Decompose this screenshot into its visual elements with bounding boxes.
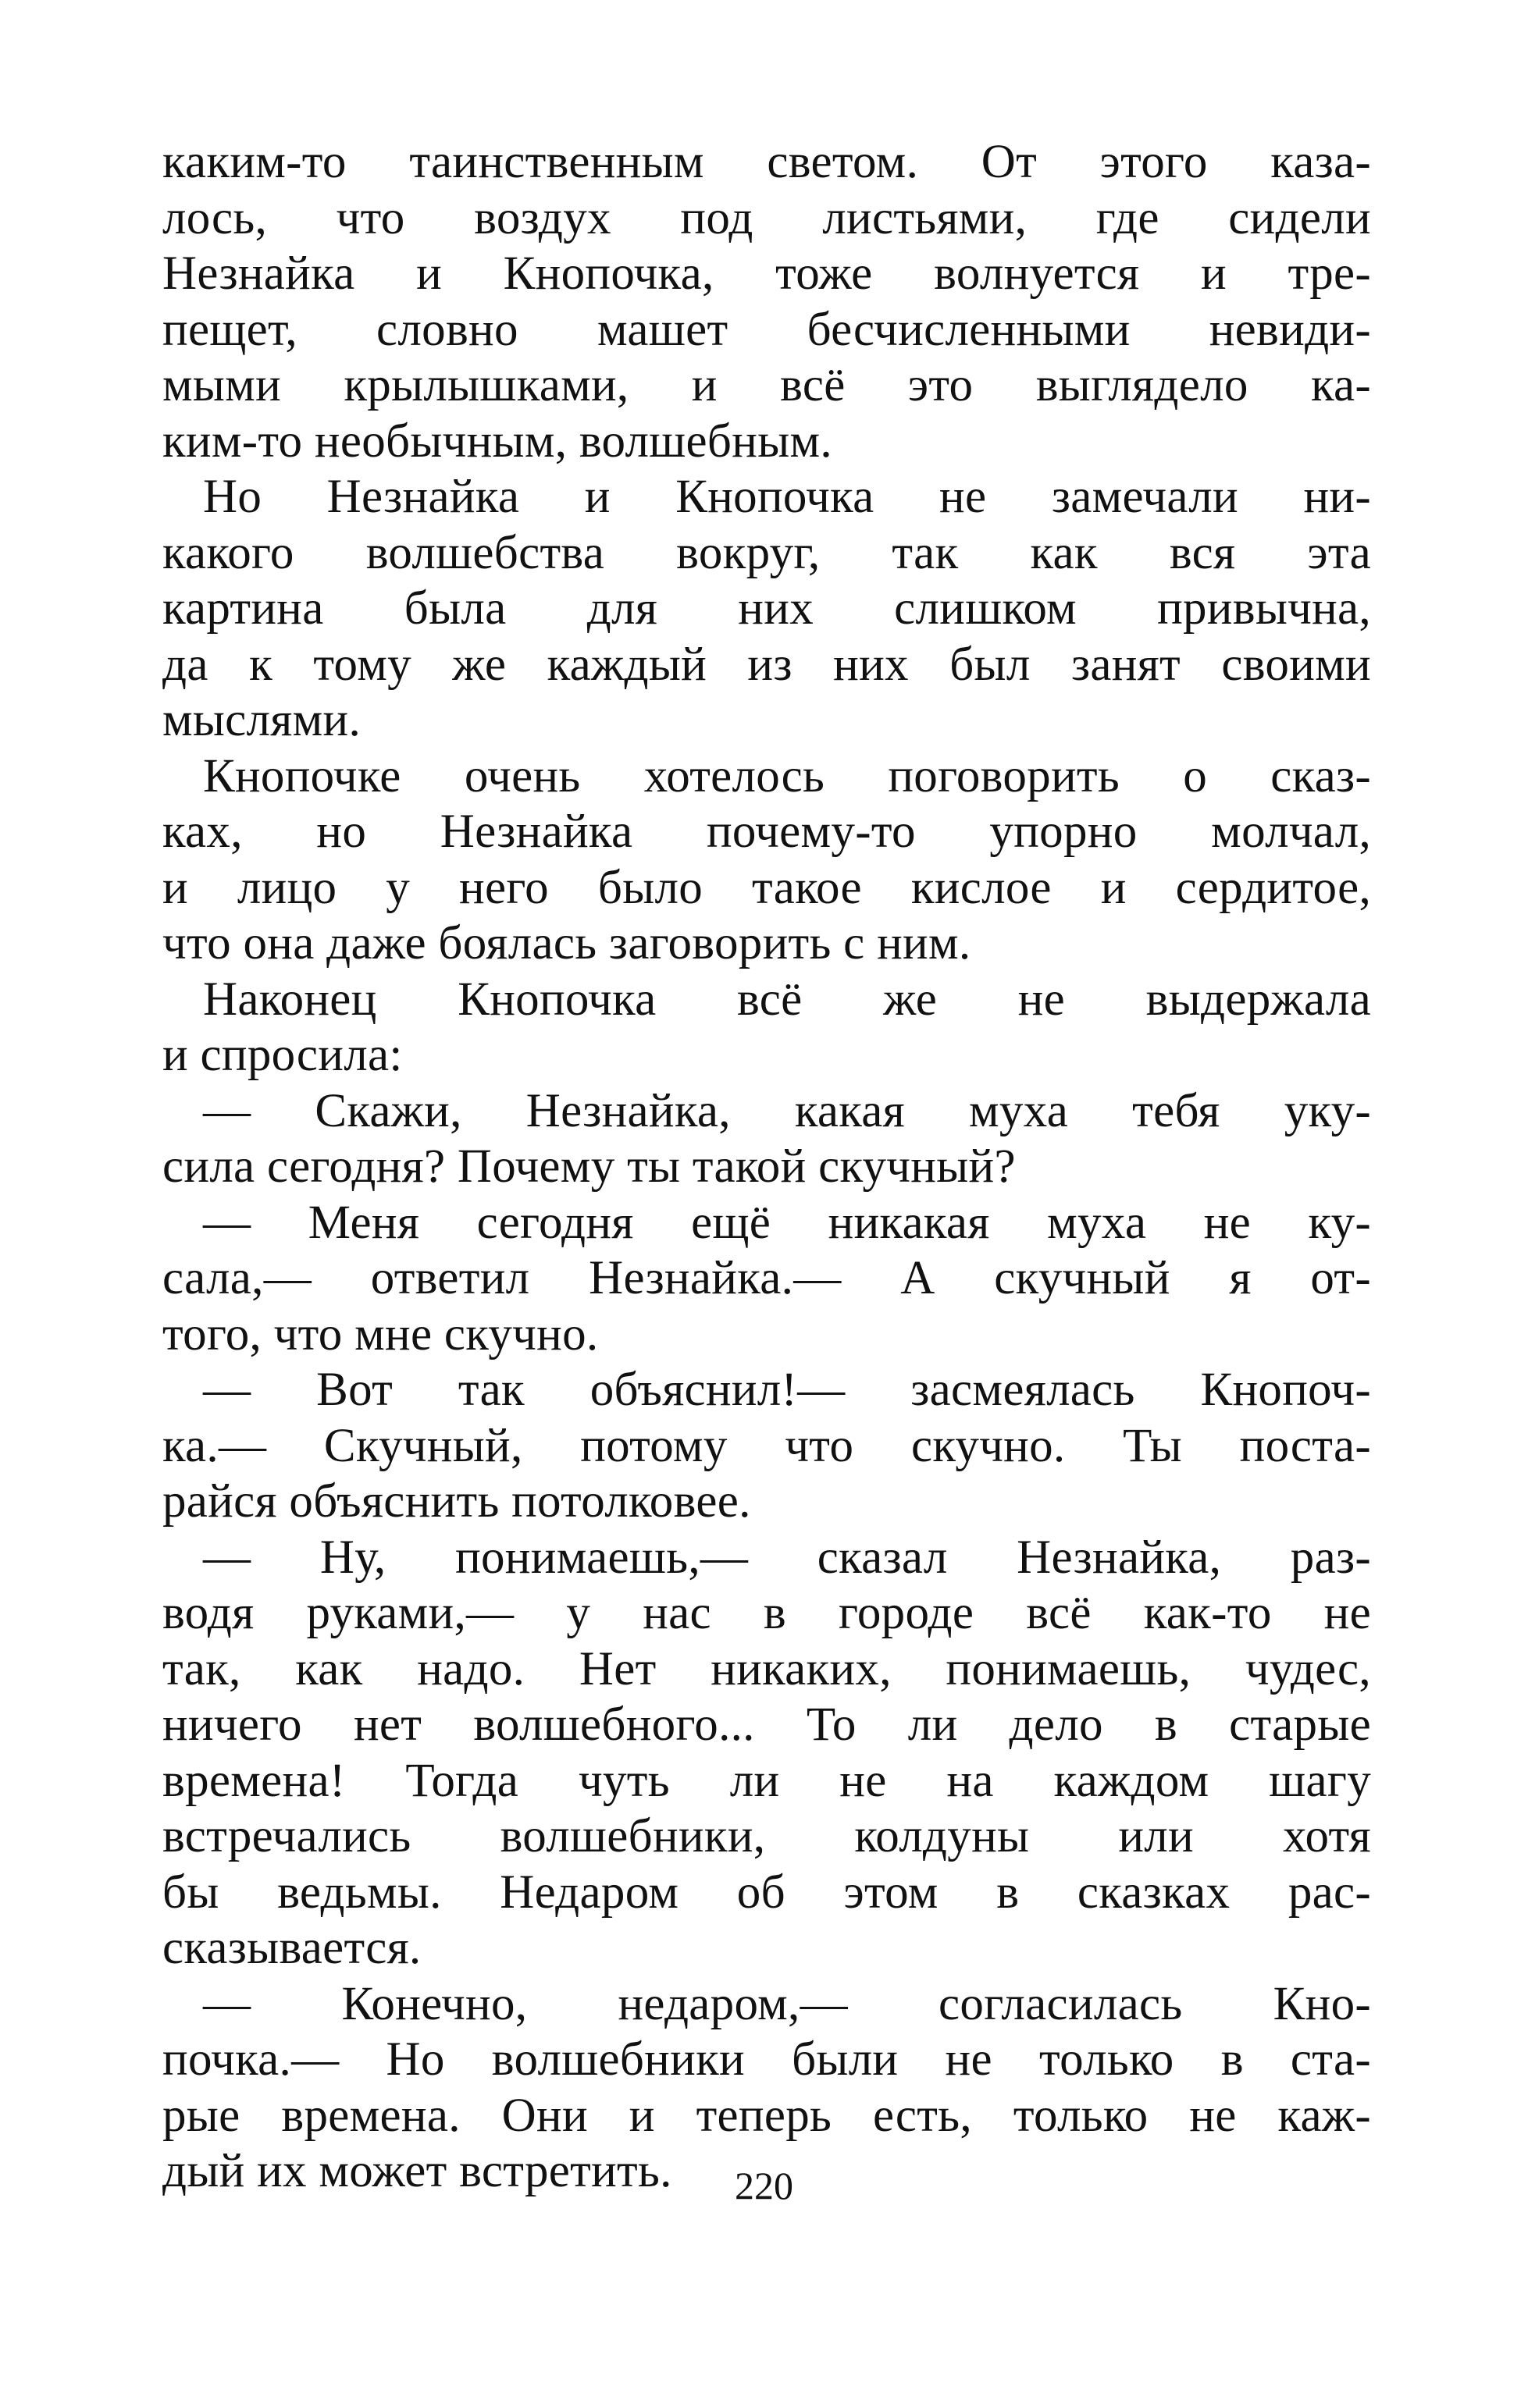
text-line: сала,— ответил Незнайка.— А скучный я от- [162,1252,1371,1304]
text-line: ках, но Незнайка почему-то упорно молчал, [162,806,1371,858]
text-line: мыслями. [162,694,362,746]
text-line: времена! Тогда чуть ли не на каждом шагу [162,1754,1371,1807]
text-line: того, что мне скучно. [162,1307,599,1361]
text-line: рые времена. Они и теперь есть, только не каж- [162,2089,1371,2142]
paragraph [162,1530,1371,1976]
body-text [162,134,1371,2200]
text-line: что она даже боялась заговорить с ним. [162,917,971,969]
text-line: каким-то таинственным светом. От этого каза- [162,136,1371,188]
text-line: Незнайка и Кнопочка, тоже волнуется и тре- [162,247,1371,300]
paragraph [162,972,1371,1083]
text-line: какого волшебства вокруг, так как вся эта [162,526,1371,579]
text-line: райся объяснить потолковее. [162,1475,751,1528]
text-line: сила сегодня? Почему ты такой скучный? [162,1140,1016,1193]
text-line: почка.— Но волшебники были не только в ста- [162,2033,1371,2086]
page-number: 220 [735,2164,793,2207]
text-line: ка.— Скучный, потому что скучно. Ты поста- [162,1419,1371,1472]
text-line: ким-то необычным, волшебным. [162,414,832,468]
text-line: — Скажи, Незнайка, какая муха тебя уку- [203,1084,1371,1137]
text-line: мыми крылышками, и всё это выглядело ка- [162,359,1371,411]
paragraph [162,749,1371,972]
paragraph [162,1083,1371,1195]
text-line: Кнопочке очень хотелось поговорить о сказ- [203,749,1371,802]
paragraph [162,134,1371,469]
text-line: бы ведьмы. Недаром об этом в сказках рас- [162,1866,1371,1919]
text-line: Но Незнайка и Кнопочка не замечали ни- [203,471,1371,523]
text-line: лось, что воздух под листьями, где сидели [162,191,1371,244]
text-line: сказывается. [162,1922,422,1974]
text-line: дый их может встретить. [162,2145,672,2197]
text-line: — Ну, понимаешь,— сказал Незнайка, раз- [203,1531,1371,1584]
text-line: — Вот так объяснил!— засмеялась Кнопоч- [203,1364,1371,1416]
text-line: Наконец Кнопочка всё же не выдержала [203,973,1371,1026]
text-line: водя руками,— у нас в городе всё как-то не [162,1587,1371,1639]
text-line: — Меня сегодня ещё никакая муха не ку- [203,1196,1371,1249]
text-line: картина была для них слишком привычна, [162,582,1371,635]
paragraph [162,1362,1371,1530]
text-line: пещет, словно машет бесчисленными невиди- [162,303,1371,356]
text-line: и спросила: [162,1029,403,1081]
text-line: — Конечно, недаром,— согласилась Кно- [203,1977,1371,2030]
paragraph [162,1195,1371,1363]
text-line: ничего нет волшебного... То ли дело в старые [162,1698,1371,1751]
text-line: и лицо у него было такое кислое и сердитое, [162,861,1371,914]
paragraph [162,469,1371,749]
text-line: встречались волшебники, колдуны или хотя [162,1810,1371,1862]
text-line: да к тому же каждый из них был занят своими [162,638,1371,691]
text-line: так, как надо. Нет никаких, понимаешь, чудес, [162,1642,1371,1695]
